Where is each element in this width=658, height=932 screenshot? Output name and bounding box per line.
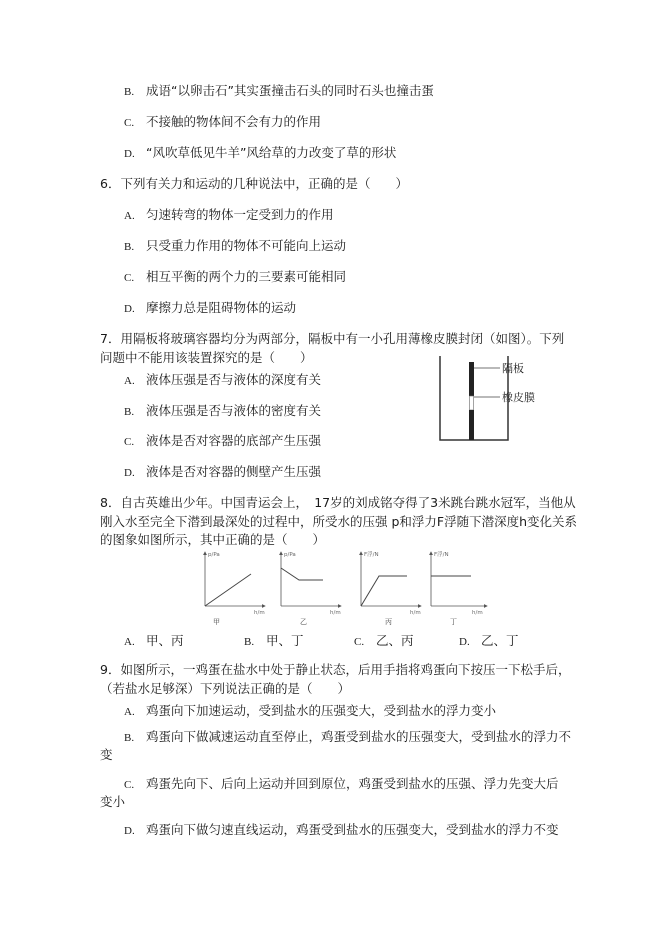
option-label: B. xyxy=(244,636,255,648)
option-label: C. xyxy=(124,436,135,448)
q7-container-figure xyxy=(436,354,556,444)
y-axis-label: F浮/N xyxy=(364,552,379,558)
q9-stem-line1: 9．如图所示，一鸡蛋在盐水中处于静止状态，后用手指将鸡蛋向下按压一下松手后， xyxy=(100,662,571,677)
q9-option-d xyxy=(124,822,559,839)
option-label: C. xyxy=(354,636,365,648)
graph-ding xyxy=(431,550,487,626)
q7-stem-line1: 7．用隔板将玻璃容器均分为两部分，隔板中有一小孔用薄橡皮膜封闭（如图）。下列 xyxy=(100,331,565,346)
membrane-label: 橡皮膜 xyxy=(502,391,535,404)
option-text: 相互平衡的两个力的三要素可能相同 xyxy=(145,269,346,284)
q5-option-d xyxy=(124,145,396,162)
option-text: 液体是否对容器的底部产生压强 xyxy=(145,433,321,448)
option-label: B. xyxy=(124,86,135,98)
partition-lower xyxy=(469,410,474,440)
y-axis-label: F浮/N xyxy=(434,552,449,558)
q6-stem: 6．下列有关力和运动的几种说法中，正确的是（ ） xyxy=(100,176,408,191)
option-text: 不接触的物体间不会有力的作用 xyxy=(145,114,321,129)
q8-option-b xyxy=(244,633,304,650)
option-label: D. xyxy=(459,636,470,648)
y-axis-label: p/Pa xyxy=(208,552,220,558)
q9-option-b-cont: 变 xyxy=(100,747,113,762)
option-label: A. xyxy=(124,375,135,387)
q6-option-c xyxy=(124,269,346,286)
option-text: 鸡蛋向下加速运动，受到盐水的压强变大，受到盐水的浮力变小 xyxy=(145,703,496,718)
q8-option-d xyxy=(459,633,519,650)
q8-stem-line1: 8．自古英雄出少年。中国青运会上， 17岁的刘成铭夺得了3米跳台跳水冠军，当他从 xyxy=(100,495,576,510)
option-text: 甲、丙 xyxy=(145,633,184,648)
option-label: C. xyxy=(124,272,135,284)
option-text: 乙、丁 xyxy=(480,633,519,648)
q9-option-c-cont: 变小 xyxy=(100,794,126,809)
option-text: 摩擦力总是阻碍物体的运动 xyxy=(145,300,296,315)
curve xyxy=(281,568,323,580)
q9-option-c xyxy=(124,776,559,793)
option-label: B. xyxy=(124,406,135,418)
q8-graphs xyxy=(195,548,490,628)
partition-upper xyxy=(469,362,474,396)
option-label: D. xyxy=(124,148,135,160)
q7-option-c xyxy=(124,433,321,450)
option-label: B. xyxy=(124,732,135,744)
option-text: 甲、丁 xyxy=(265,633,304,648)
q7-option-d xyxy=(124,464,321,481)
curve xyxy=(205,574,251,606)
graph-bing xyxy=(361,550,421,626)
membrane xyxy=(470,396,474,410)
option-label: A. xyxy=(124,636,135,648)
graph-name: 丁 xyxy=(450,618,457,626)
q6-option-b xyxy=(124,238,346,255)
option-label: D. xyxy=(124,467,135,479)
q9-stem-line2: （若盐水足够深）下列说法正确的是（ ） xyxy=(100,681,351,696)
q8-option-a xyxy=(124,633,184,650)
graph-jia xyxy=(205,552,265,626)
q5-option-b xyxy=(124,83,434,100)
q6-option-d xyxy=(124,300,296,317)
q7-stem-line2: 问题中不能用该装置探究的是（ ） xyxy=(100,350,313,365)
x-axis-label: h/m xyxy=(472,610,483,616)
q7-option-a xyxy=(124,372,321,389)
y-axis-label: p/Pa xyxy=(284,552,296,558)
option-text: 匀速转弯的物体一定受到力的作用 xyxy=(145,207,334,222)
q7-option-b xyxy=(124,403,321,420)
q8-stem-line3: 的图象如图所示，其中正确的是（ ） xyxy=(100,532,326,547)
option-label: D. xyxy=(124,303,135,315)
q8-option-c xyxy=(354,633,414,650)
x-axis-label: h/m xyxy=(330,610,341,616)
q5-option-c xyxy=(124,114,321,131)
graph-name: 乙 xyxy=(300,618,307,626)
option-text: 液体是否对容器的侧壁产生压强 xyxy=(145,464,321,479)
q8-stem-line2: 刚入水至完全下潜到最深处的过程中，所受水的压强 p和浮力F浮随下潜深度h变化关系 xyxy=(100,514,578,529)
option-text: 鸡蛋向下做匀速直线运动，鸡蛋受到盐水的压强变大，受到盐水的浮力不变 xyxy=(145,822,559,837)
option-text: 乙、丙 xyxy=(375,633,414,648)
option-text: 液体压强是否与液体的密度有关 xyxy=(145,403,321,418)
graph-name: 甲 xyxy=(213,618,220,626)
option-label: A. xyxy=(124,210,135,222)
curve xyxy=(361,576,407,606)
option-text: 液体压强是否与液体的深度有关 xyxy=(145,372,321,387)
option-text: 鸡蛋向下做减速运动直至停止，鸡蛋受到盐水的压强变大，受到盐水的浮力不 xyxy=(145,729,571,744)
x-axis-label: h/m xyxy=(410,610,421,616)
option-label: B. xyxy=(124,241,135,253)
q9-option-b xyxy=(124,729,571,746)
option-text: “风吹草低见牛羊”风给草的力改变了草的形状 xyxy=(145,145,397,160)
q9-option-a xyxy=(124,703,496,720)
option-text: 鸡蛋先向下、后向上运动并回到原位，鸡蛋受到盐水的压强、浮力先变大后 xyxy=(145,776,559,791)
q6-option-a xyxy=(124,207,334,224)
partition-label: 隔板 xyxy=(502,362,524,375)
x-axis-label: h/m xyxy=(254,610,265,616)
option-text: 只受重力作用的物体不可能向上运动 xyxy=(145,238,346,253)
graph-name: 丙 xyxy=(385,618,392,626)
option-label: A. xyxy=(124,706,135,718)
option-text: 成语“以卵击石”其实蛋撞击石头的同时石头也撞击蛋 xyxy=(145,83,434,98)
option-label: C. xyxy=(124,117,135,129)
option-label: C. xyxy=(124,779,135,791)
option-label: D. xyxy=(124,825,135,837)
graph-yi xyxy=(281,552,341,626)
